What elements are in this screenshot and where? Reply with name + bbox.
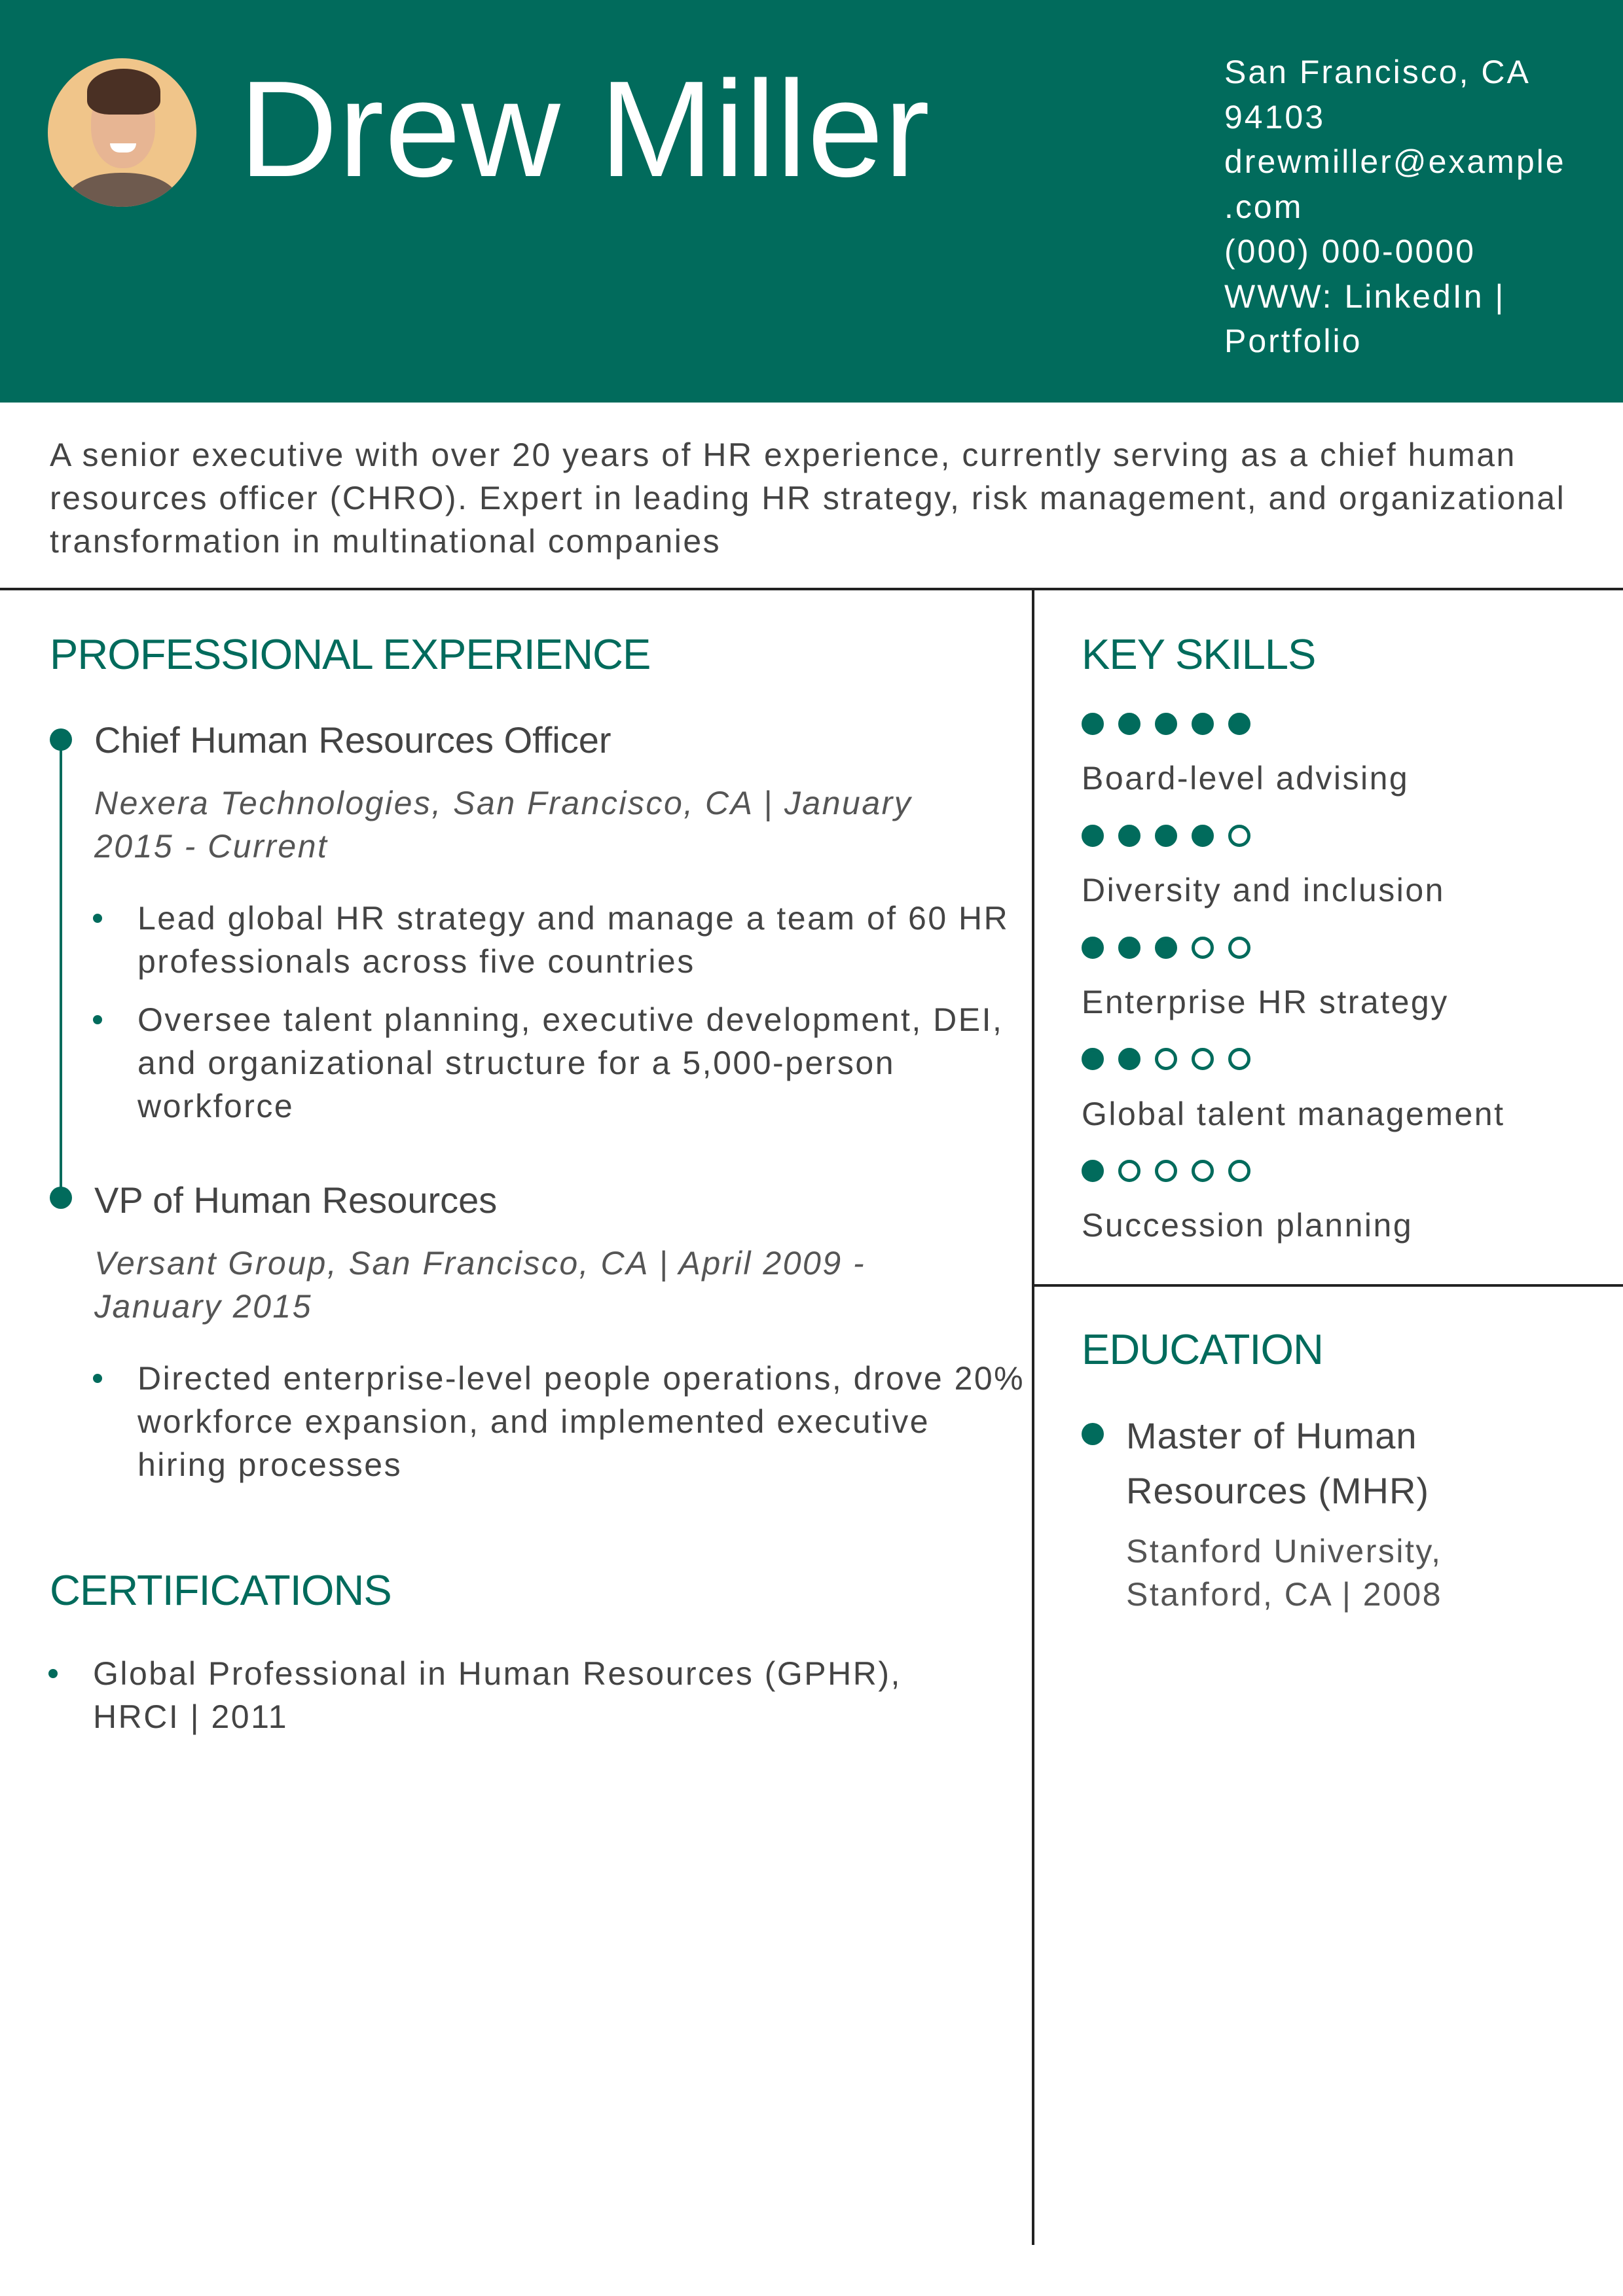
job-title: Chief Human Resources Officer (94, 719, 611, 761)
skill-dot-empty (1192, 1048, 1214, 1070)
job-company-dates: Versant Group, San Francisco, CA | April 2009 - January 2015 (94, 1245, 866, 1325)
experience-heading: PROFESSIONAL EXPERIENCE (50, 630, 651, 678)
skill-dot-filled (1155, 713, 1177, 735)
timeline-dot (50, 728, 72, 751)
bullet-dot (48, 1669, 58, 1678)
bullet-text: Oversee talent planning, executive development, DEI, and organizational structure for a 5,000-person workforce (137, 1001, 1004, 1124)
column-divider (1032, 589, 1034, 2245)
contact-email-line[interactable]: .com (1224, 188, 1304, 225)
skill-dot-empty (1228, 825, 1250, 847)
photo-shoulders (66, 173, 179, 207)
contact-line: 94103 (1224, 98, 1326, 135)
job-company-dates: Nexera Technologies, San Francisco, CA | January 2015 - Current (94, 785, 913, 865)
skill-dot-filled (1082, 713, 1104, 735)
skill-label: Enterprise HR strategy (1082, 984, 1449, 1020)
photo-hair (87, 69, 160, 115)
skill-dot-empty (1155, 1048, 1177, 1070)
skills-heading: KEY SKILLS (1082, 630, 1316, 678)
skill-label: Global talent management (1082, 1096, 1505, 1132)
certification-item (93, 1652, 944, 1738)
candidate-name: Drew Miller (239, 53, 930, 206)
skill-dot-filled (1192, 825, 1214, 847)
skill-dot-empty (1192, 937, 1214, 959)
skill-dot-empty (1118, 1160, 1140, 1182)
contact-line: San Francisco, CA (1224, 54, 1531, 90)
education-school-year: Stanford University, Stanford, CA | 2008 (1126, 1533, 1442, 1613)
skill-dot-empty (1228, 1048, 1250, 1070)
skill-dot-filled (1155, 825, 1177, 847)
summary-divider (0, 588, 1623, 590)
skill-dot-empty (1155, 1160, 1177, 1182)
skill-dot-filled (1192, 713, 1214, 735)
job-bullet (137, 998, 1028, 1128)
job-bullet (137, 897, 1028, 983)
skill-dot-filled (1082, 1160, 1104, 1182)
skill-label: Succession planning (1082, 1207, 1413, 1244)
skill-label: Board-level advising (1082, 760, 1410, 797)
skill-dot-filled (1228, 713, 1250, 735)
education-heading: EDUCATION (1082, 1325, 1323, 1373)
job-bullet (137, 1357, 1028, 1486)
skill-dot-empty (1228, 937, 1250, 959)
bullet-dot (93, 1015, 102, 1024)
bullet-dot (93, 1374, 102, 1383)
contact-links[interactable]: WWW: LinkedIn | (1224, 278, 1506, 315)
professional-summary: A senior executive with over 20 years of HR experience, currently serving as a chief human resources officer (CHRO). Expert in leading HR strategy, risk management, and organizational transformation in multinational companies (50, 437, 1566, 560)
skill-dot-filled (1118, 825, 1140, 847)
contact-links[interactable]: Portfolio (1224, 323, 1362, 359)
job-title: VP of Human Resources (94, 1179, 498, 1221)
bullet-dot (93, 914, 102, 923)
skill-dot-filled (1082, 937, 1104, 959)
skill-dot-filled (1118, 1048, 1140, 1070)
education-dot (1082, 1423, 1104, 1445)
education-degree: Master of Human Resources (MHR) (1126, 1415, 1430, 1511)
skill-dot-empty (1228, 1160, 1250, 1182)
skill-dot-filled (1155, 937, 1177, 959)
contact-email-line[interactable]: drewmiller@example (1224, 143, 1566, 180)
certifications-heading: CERTIFICATIONS (50, 1566, 392, 1614)
skill-label: Diversity and inclusion (1082, 872, 1445, 908)
timeline-line (60, 740, 62, 1198)
timeline-dot (50, 1187, 72, 1209)
skill-dot-filled (1082, 1048, 1104, 1070)
skill-dot-filled (1118, 713, 1140, 735)
skills-education-divider (1033, 1284, 1623, 1287)
header-banner (0, 0, 1623, 403)
bullet-text: Lead global HR strategy and manage a team of 60 HR professionals across five countries (137, 900, 1010, 980)
skill-dot-filled (1118, 937, 1140, 959)
contact-info (1224, 50, 1604, 364)
skill-dot-empty (1192, 1160, 1214, 1182)
bullet-text: Directed enterprise-level people operations, drove 20% workforce expansion, and implemented executive hiring processes (137, 1360, 1025, 1483)
certification-text: Global Professional in Human Resources (GPHR), HRCI | 2011 (93, 1655, 902, 1735)
skill-dot-filled (1082, 825, 1104, 847)
profile-photo (48, 58, 196, 207)
contact-phone: (000) 000-0000 (1224, 233, 1476, 270)
